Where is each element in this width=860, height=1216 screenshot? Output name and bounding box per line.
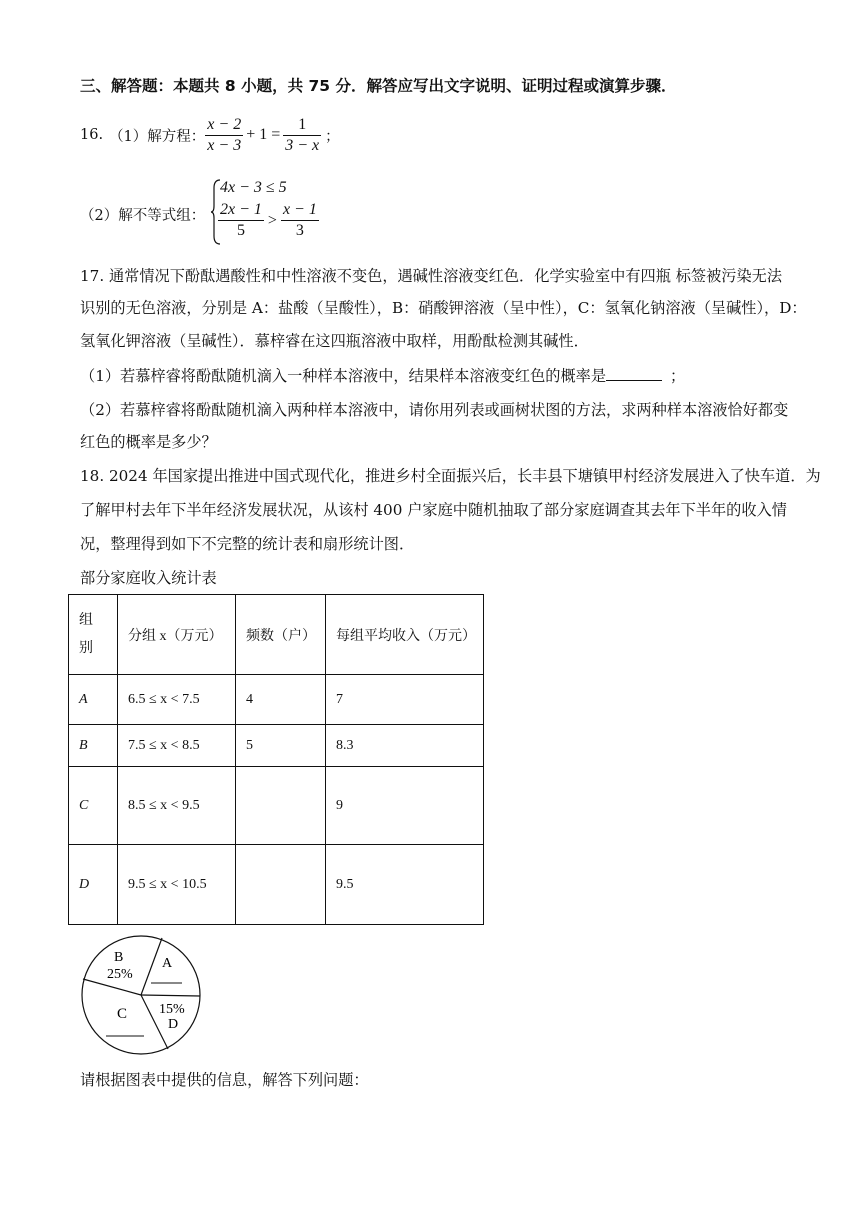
cell-range: 6.5 ≤ x < 7.5 — [118, 675, 236, 725]
answer-blank — [606, 366, 662, 381]
q18-footer: 请根据图表中提供的信息，解答下列问题： — [80, 1071, 369, 1089]
q17-part1-text: （1）若慕梓睿将酚酞随机滴入一种样本溶液中，结果样本溶液变红色的概率是 — [80, 367, 607, 385]
q17-line2: 识别的无色溶液，分别是 A：盐酸（呈酸性），B：硝酸钾溶液（呈中性），C：氢氧化钠溶液（呈碱性），D： — [80, 299, 807, 317]
eq-end: ； — [325, 128, 340, 145]
q16-part1 — [80, 112, 340, 158]
pie-pct-d: 15% — [159, 1002, 185, 1017]
q17-part2-line1: （2）若慕梓睿将酚酞随机滴入两种样本溶液中，请你用列表或画树状图的方法，求两种样本溶液恰好都变 — [80, 401, 789, 419]
ineq2-denominator-left: 5 — [236, 222, 245, 239]
header-group: 组别 — [69, 595, 118, 675]
q18-line1: 18. 2024 年国家提出推进中国式现代化，推进乡村全面振兴后，长丰县下塘镇甲村经济发展进入了快车道．为 — [80, 467, 821, 485]
inequality-1: 4x − 3 ≤ 5 — [220, 179, 287, 196]
cell-group: B — [69, 725, 118, 767]
table-row — [69, 725, 484, 767]
table-header-row — [69, 595, 484, 675]
q17-part1 — [80, 366, 685, 386]
cell-group: C — [69, 767, 118, 845]
header-range: 分组 x（万元） — [118, 595, 236, 675]
q18-line3: 况，整理得到如下不完整的统计表和扇形统计图． — [80, 535, 415, 553]
pie-pct-b: 25% — [107, 967, 133, 982]
equation-fraction-left — [205, 115, 243, 156]
eq-numerator-left: x − 2 — [205, 115, 243, 136]
pie-label-a: A — [162, 956, 173, 971]
inequality-2 — [218, 200, 319, 241]
header-frequency: 频数（户） — [236, 595, 326, 675]
cell-average: 7 — [326, 675, 484, 725]
q17-part2-line2: 红色的概率是多少？ — [80, 433, 217, 451]
cell-average: 8.3 — [326, 725, 484, 767]
table-row — [69, 845, 484, 925]
q17-line3: 氢氧化钾溶液（呈碱性）．慕梓睿在这四瓶溶液中取样，用酚酞检测其碱性． — [80, 332, 589, 350]
q17-line1: 17. 通常情况下酚酞遇酸性和中性溶液不变色，遇碱性溶液变红色．化学实验室中有四瓶 标签被污染无法 — [80, 267, 783, 285]
q16-number: 16. — [80, 127, 104, 143]
q16-part1-label: （1）解方程： — [109, 128, 206, 145]
cell-frequency: 4 — [236, 675, 326, 725]
cell-average: 9 — [326, 767, 484, 845]
cell-frequency — [236, 767, 326, 845]
ineq2-operator: > — [267, 211, 277, 229]
table-row — [69, 767, 484, 845]
cell-group: A — [69, 675, 118, 725]
q16-part2-label: （2）解不等式组： — [80, 208, 206, 224]
eq-middle: + 1 = — [246, 126, 281, 143]
equation-fraction-right — [283, 115, 321, 156]
eq-denominator-left: x − 3 — [207, 136, 242, 154]
cell-group: D — [69, 845, 118, 925]
pie-label-b: B — [114, 950, 124, 965]
eq-denominator-right: 3 − x — [285, 136, 320, 154]
ineq2-numerator-right: x − 1 — [281, 200, 319, 221]
cell-range: 9.5 ≤ x < 10.5 — [118, 845, 236, 925]
pie-divider-ab — [141, 938, 162, 995]
income-stat-table — [68, 594, 484, 925]
cell-range: 7.5 ≤ x < 8.5 — [118, 725, 236, 767]
table-title: 部分家庭收入统计表 — [80, 569, 217, 587]
q18-line2: 了解甲村去年下半年经济发展状况，从该村 400 户家庭中随机抽取了部分家庭调查其去年下半年的收入情 — [80, 501, 787, 519]
table-row — [69, 675, 484, 725]
header-average: 每组平均收入（万元） — [326, 595, 484, 675]
section-header: 三、解答题：本题共 8 小题，共 75 分．解答应写出文字说明、证明过程或演算步骤． — [80, 77, 677, 95]
pie-chart — [74, 934, 214, 1058]
pie-label-d: D — [168, 1017, 179, 1032]
cell-average: 9.5 — [326, 845, 484, 925]
pie-divider-ad — [141, 995, 200, 996]
pie-label-c: C — [117, 1006, 128, 1022]
cell-frequency: 5 — [236, 725, 326, 767]
ineq2-numerator-left: 2x − 1 — [218, 200, 264, 221]
cell-frequency — [236, 845, 326, 925]
cell-range: 8.5 ≤ x < 9.5 — [118, 767, 236, 845]
eq-numerator-right: 1 — [283, 115, 321, 136]
ineq2-denominator-right: 3 — [295, 222, 304, 239]
q17-part1-end: ； — [670, 367, 686, 385]
